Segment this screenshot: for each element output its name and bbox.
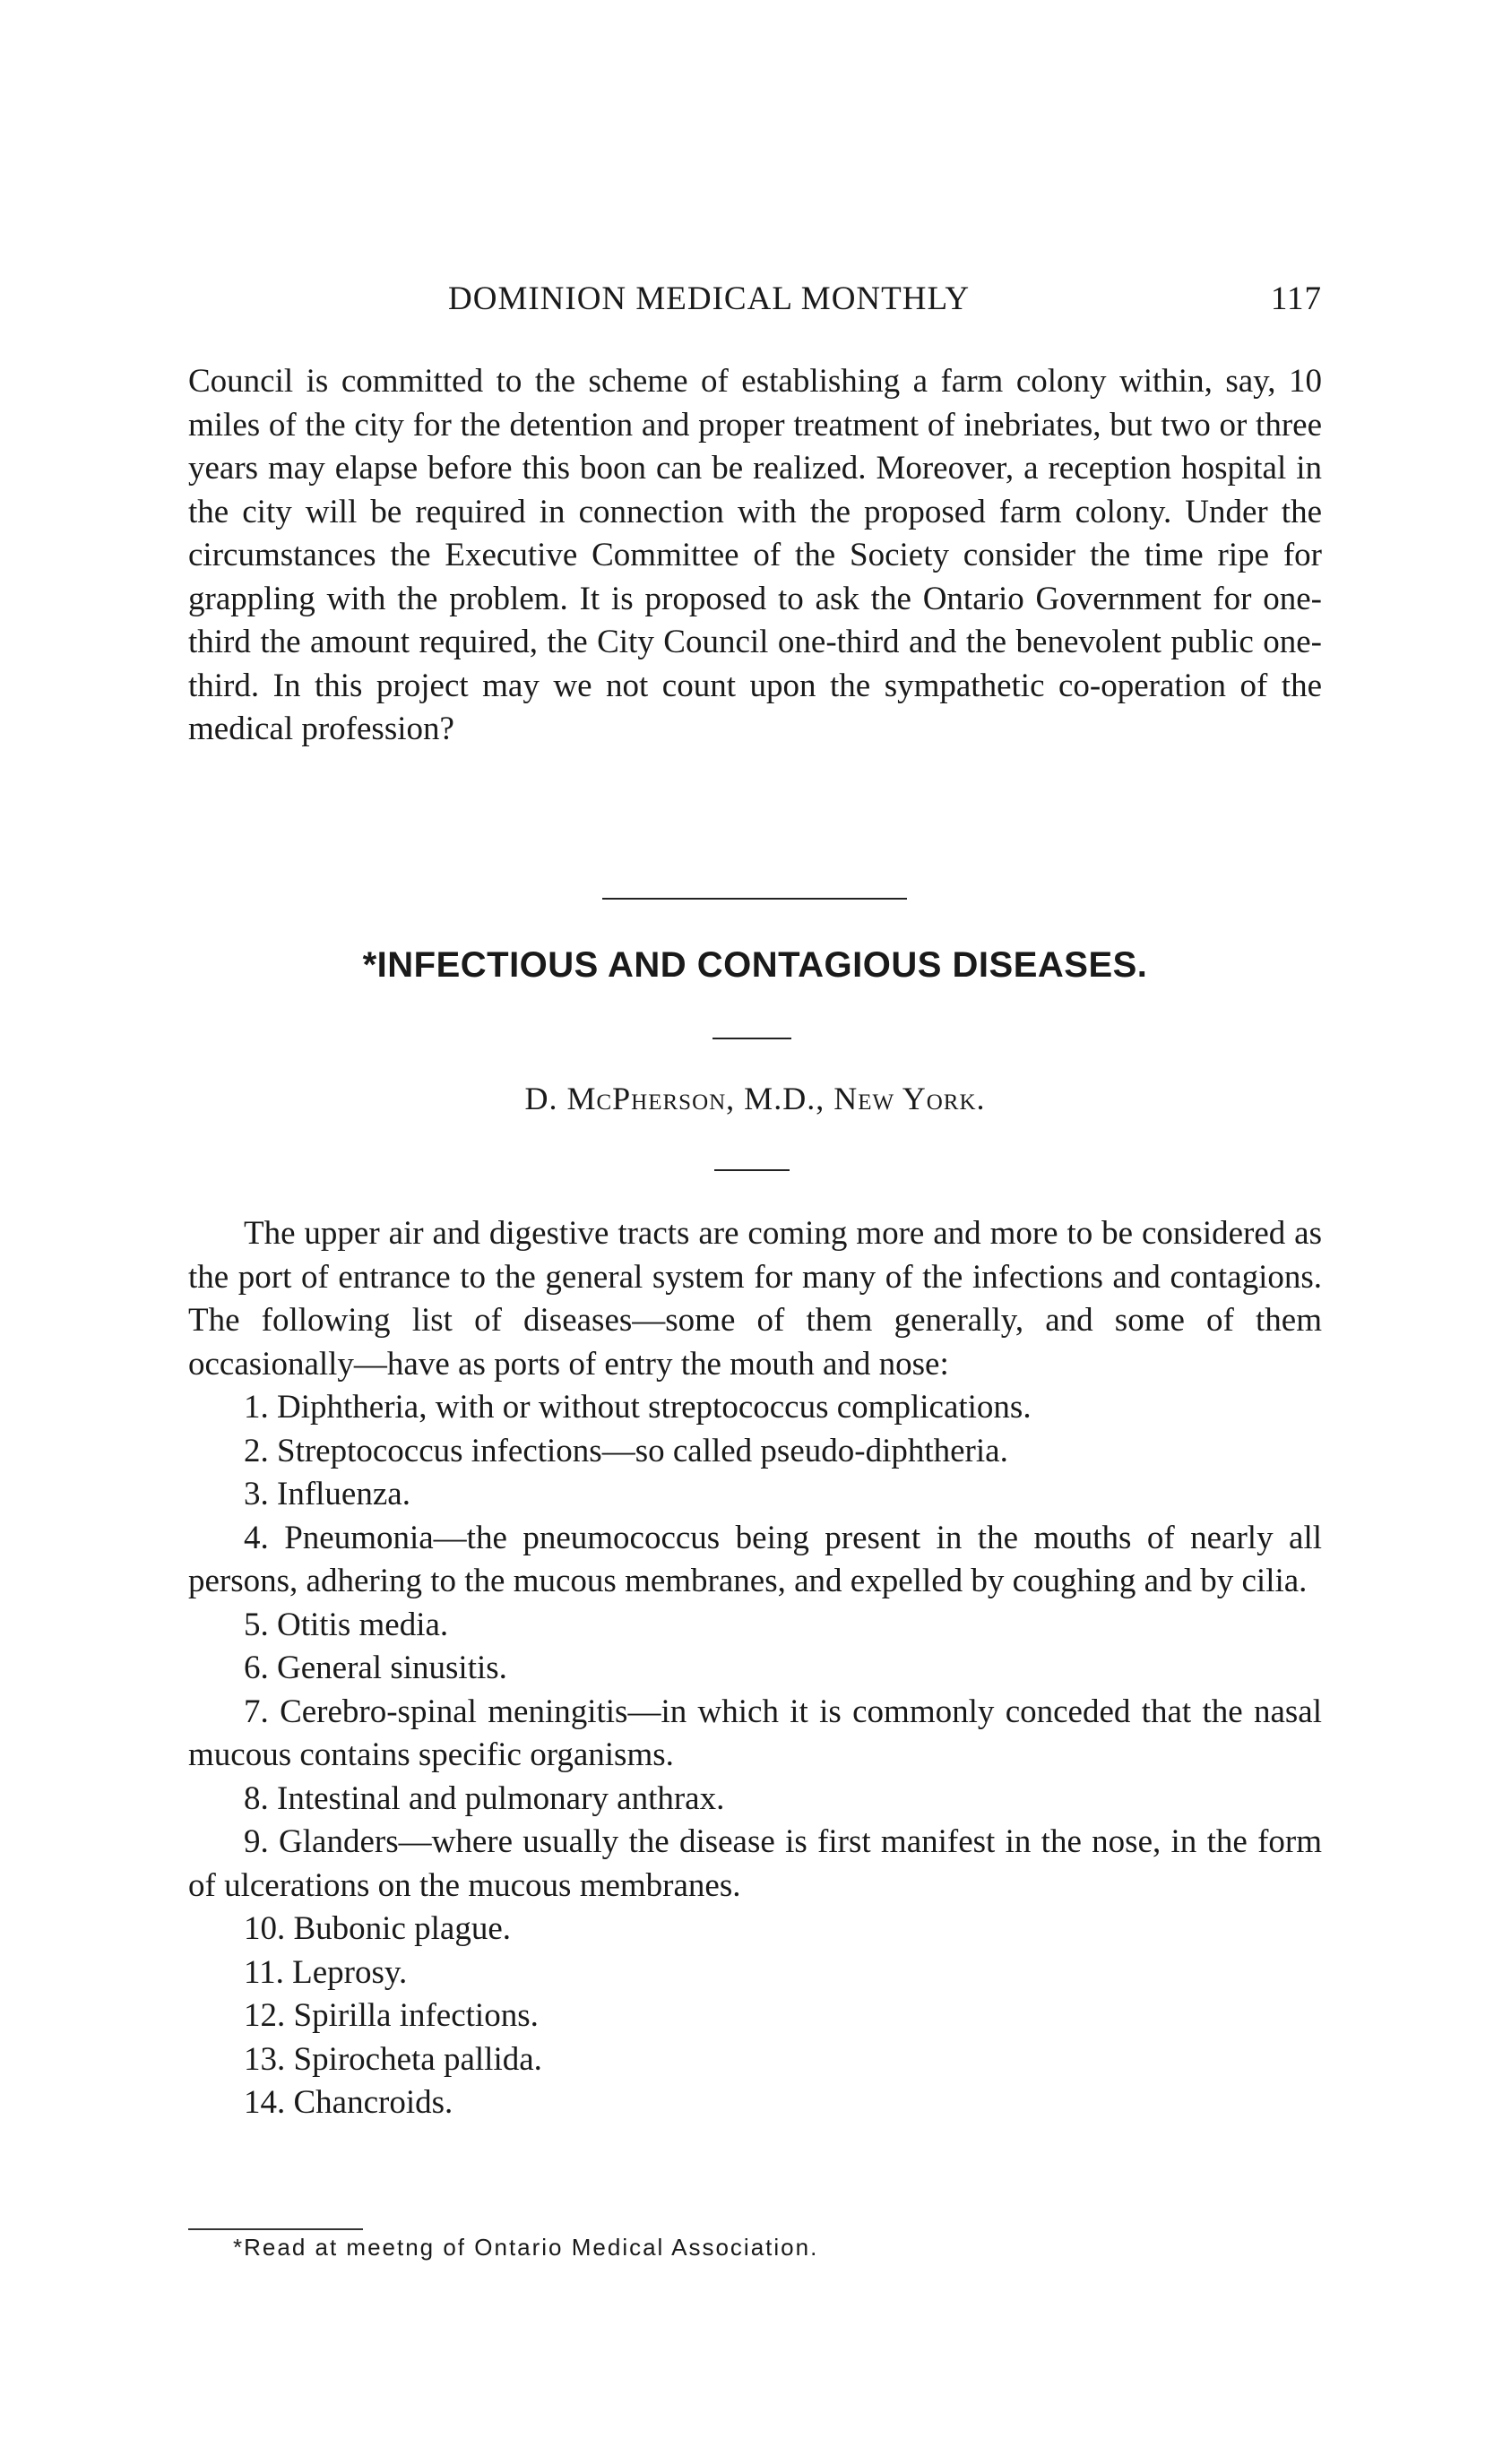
list-item-number: 4. [244, 1519, 269, 1556]
list-item-text: Spirilla infections. [293, 1997, 539, 2034]
list-item [188, 1647, 1322, 1691]
list-item-number: 10. [244, 1910, 286, 1947]
list-item-text: General sinusitis. [277, 1650, 507, 1686]
list-item-number: 14. [244, 2084, 286, 2121]
article-title: *INFECTIOUS AND CONTAGIOUS DISEASES. [362, 945, 1148, 985]
journal-title: DOMINION MEDICAL MONTHLY [448, 280, 971, 317]
disease-list [188, 1386, 1322, 2125]
intro-paragraph: Council is committed to the scheme of establishing a farm colony within, say, 10 miles of the city for the detention and proper treatment of inebriates, but two or three years may elapse before this boon can be realized. Moreover, a reception hospital in the city will be required in connection with the proposed farm colony. Under the circumstances the Executive Committee of the Society consider the time ripe for grappling with the problem. It is proposed to ask the Ontario Government for one-third the amount required, the City Council one-third and the benevolent public one-third. In this project may we not count upon the sympathetic co-operation of the medical profession? [188, 363, 1322, 747]
intro-block [188, 360, 1322, 752]
list-item-text: Leprosy. [292, 1953, 408, 1991]
page [188, 0, 1322, 2464]
lead-paragraph: The upper air and digestive tracts are coming more and more to be considered as the port of entrance to the general system for many of the infections and contagions. The following list of diseases—some of them generally, and some of them occasionally—have as ports of entry the mouth and nose: [188, 1215, 1322, 1383]
list-item [188, 1821, 1322, 1908]
list-item-text: Spirocheta pallida. [293, 2040, 542, 2078]
footnote-rule [188, 2228, 363, 2230]
list-item [188, 1691, 1322, 1778]
list-item-text: Cerebro-spinal meningitis—in which it is commonly conceded that the nasal mucous contains specific organisms. [188, 1693, 1323, 1773]
section-divider [602, 898, 907, 900]
page-number: 117 [1270, 280, 1322, 317]
list-item-text: Diphtheria, with or without streptococcus complications. [277, 1389, 1032, 1426]
list-item-number: 5. [244, 1606, 269, 1643]
list-item [188, 1473, 1322, 1517]
footnote: *Read at meetng of Ontario Medical Association. [233, 2234, 819, 2261]
list-item [188, 2081, 1322, 2125]
list-item-text: Chancroids. [293, 2084, 453, 2121]
article-body [188, 1212, 1322, 2125]
list-item-number: 13. [244, 2040, 286, 2078]
list-item [188, 2038, 1322, 2082]
list-item-number: 8. [244, 1779, 269, 1817]
list-item-text: Glanders—where usually the disease is first manifest in the nose, in the form of ulcerations on the mucous membranes. [188, 1823, 1323, 1904]
list-item-number: 12. [244, 1997, 286, 2034]
title-rule [712, 1038, 791, 1039]
list-item-number: 7. [244, 1693, 269, 1730]
list-item-text: Bubonic plague. [293, 1910, 512, 1947]
running-head [188, 280, 1322, 324]
list-item [188, 1951, 1322, 1995]
list-item [188, 1908, 1322, 1951]
list-item [188, 1430, 1322, 1474]
list-item-text: Pneumonia—the pneumococcus being present in the mouths of nearly all persons, adhering to the mucous membranes, and expelled by coughing and by cilia. [188, 1519, 1322, 1599]
list-item-text: Intestinal and pulmonary anthrax. [277, 1779, 725, 1817]
list-item [188, 1994, 1322, 2038]
list-item [188, 1517, 1322, 1604]
list-item-number: 1. [244, 1389, 269, 1426]
author-byline: D. McPherson, M.D., New York. [524, 1081, 986, 1116]
list-item-number: 9. [244, 1823, 269, 1860]
list-item [188, 1778, 1322, 1822]
list-item-number: 11. [244, 1953, 284, 1991]
list-item [188, 1604, 1322, 1648]
list-item-number: 2. [244, 1432, 269, 1469]
list-item-number: 3. [244, 1476, 269, 1512]
list-item-text: Influenza. [277, 1476, 410, 1512]
list-item-text: Otitis media. [277, 1606, 449, 1643]
list-item-number: 6. [244, 1650, 269, 1686]
list-item-text: Streptococcus infections—so called pseudo-diphtheria. [277, 1432, 1008, 1469]
byline-rule [714, 1169, 790, 1171]
list-item [188, 1386, 1322, 1430]
